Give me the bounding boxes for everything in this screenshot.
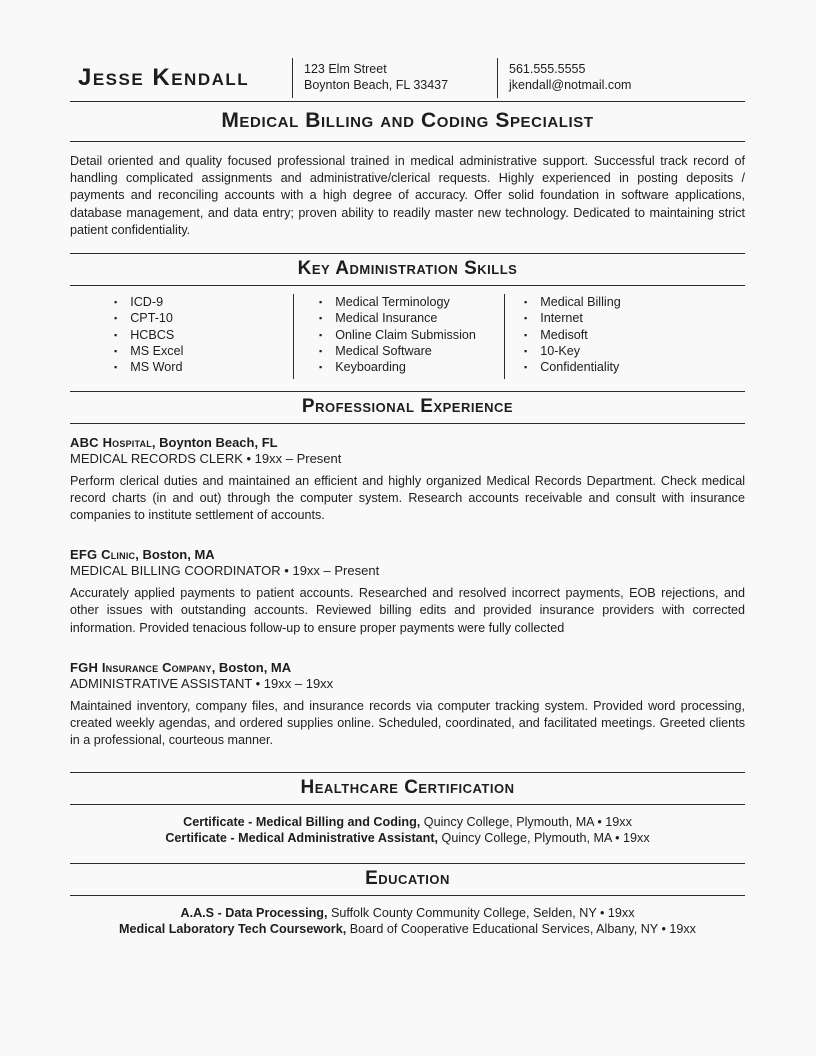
bullet-icon: ▪: [114, 297, 118, 308]
certification-name: Certificate - Medical Administrative Assistant,: [165, 831, 439, 846]
section-heading-experience: Professional Experience: [70, 391, 745, 424]
role-dates: MEDICAL BILLING COORDINATOR • 19xx – Present: [70, 563, 380, 579]
skill-item: ▪ Medical Insurance: [319, 311, 438, 326]
bullet-icon: ▪: [524, 329, 528, 340]
role-description: Maintained inventory, company files, and insurance records via computer tracking system. Provided word processing, created weekly agendas, and ordered supplies online. Scheduled, coordinated, and facilitated meetings. Greeted clients in a professional, courteous manner.: [70, 698, 745, 748]
education-detail: Suffolk County Community College, Selden, NY • 19xx: [327, 906, 635, 921]
summary-paragraph: Detail oriented and quality focused professional trained in medical administrative support. Successful track record of handling complicated assignments and administrative/clerical requests. Highly experienced in posting deposits / payments and reconciling accounts with a high degree of accuracy. Offer solid foundation in software applications, database management, and data entry; proven ability to readily master new technology. Dedicated to maintaining strict patient confidentiality.: [70, 154, 745, 237]
skill-item: ▪ Medical Billing: [524, 295, 621, 310]
skill-item: ▪ CPT-10: [114, 311, 173, 326]
bullet-icon: ▪: [319, 297, 323, 308]
section-heading-skills: Key Administration Skills: [70, 253, 745, 286]
company-location: , Boston, MA: [211, 659, 292, 675]
company-line: [70, 435, 745, 450]
skill-item: ▪ Medisoft: [524, 327, 588, 342]
person-name: Jesse Kendall: [78, 64, 250, 91]
education-item: [70, 921, 745, 937]
email-address: jkendall@notmail.com: [509, 78, 632, 92]
role-description: Accurately applied payments to patient accounts. Researched and resolved incorrect payments, EOB rejections, and other issues with outstanding accounts. Reviewed billing edits and provided insurance providers with corrected information. Provided tenacious follow-up to ensure proper payments were fully collected: [70, 586, 745, 635]
experience-entry: [70, 660, 745, 750]
experience-entry: [70, 547, 745, 637]
resume-title: Medical Billing and Coding Specialist: [221, 109, 594, 132]
bullet-icon: ▪: [319, 362, 323, 373]
certification-list: [70, 814, 745, 846]
skill-item: ▪ Online Claim Submission: [319, 327, 476, 342]
skill-item: ▪ HCBCS: [114, 327, 175, 342]
section-heading-education: Education: [70, 863, 745, 896]
experience-entry: [70, 435, 745, 525]
bullet-icon: ▪: [524, 297, 528, 308]
skill-item: ▪ Medical Terminology: [319, 295, 450, 310]
skill-item: ▪ Keyboarding: [319, 360, 406, 375]
education-detail: Board of Cooperative Educational Services, Albany, NY • 19xx: [346, 922, 696, 937]
education-degree: Medical Laboratory Tech Coursework,: [119, 922, 347, 937]
skills-column-1: [70, 294, 293, 378]
section-heading-certification: Healthcare Certification: [70, 772, 745, 805]
bullet-icon: ▪: [524, 345, 528, 356]
bullet-icon: ▪: [114, 313, 118, 324]
company-line: [70, 660, 745, 675]
company-line: [70, 547, 745, 562]
header-contact-block: [70, 58, 745, 98]
role-description: Perform clerical duties and maintained an efficient and highly organized Medical Records Department. Check medical record charts (in and out) through the computer system. Research accounts receivable and consult with insurance companies to institute settlement of accounts.: [70, 473, 745, 522]
company-location: , Boston, MA: [135, 547, 215, 563]
certification-item: [70, 830, 745, 846]
skill-item: ▪ ICD-9: [114, 295, 164, 310]
role-dates: ADMINISTRATIVE ASSISTANT • 19xx – 19xx: [70, 675, 334, 691]
address-line-2: Boynton Beach, FL 33437: [304, 78, 449, 92]
certification-detail: Quincy College, Plymouth, MA • 19xx: [420, 815, 632, 830]
address-block: [292, 58, 497, 98]
company-name: FGH Insurance Company: [70, 659, 212, 675]
skill-item: ▪ Confidentiality: [524, 360, 620, 375]
education-item: [70, 905, 745, 921]
experience-section: [70, 435, 745, 750]
title-divider: [70, 141, 745, 142]
skill-item: ▪ Medical Software: [319, 343, 432, 358]
skill-item: ▪ MS Word: [114, 360, 183, 375]
skill-item: ▪ MS Excel: [114, 343, 184, 358]
company-name: EFG Clinic: [70, 547, 136, 563]
address-line-1: 123 Elm Street: [304, 62, 387, 76]
bullet-icon: ▪: [114, 362, 118, 373]
bullet-icon: ▪: [524, 313, 528, 324]
bullet-icon: ▪: [319, 345, 323, 356]
bullet-icon: ▪: [319, 329, 323, 340]
certification-detail: Quincy College, Plymouth, MA • 19xx: [438, 831, 650, 846]
contact-block: [497, 58, 745, 98]
skill-item: ▪ Internet: [524, 311, 583, 326]
bullet-icon: ▪: [524, 362, 528, 373]
education-degree: A.A.S - Data Processing,: [180, 906, 328, 921]
skill-item: ▪ 10-Key: [524, 343, 581, 358]
education-list: [70, 905, 745, 937]
role-dates: MEDICAL RECORDS CLERK • 19xx – Present: [70, 450, 342, 466]
company-name: ABC Hospital: [70, 434, 152, 450]
certification-item: [70, 814, 745, 830]
bullet-icon: ▪: [114, 329, 118, 340]
skills-column-3: [504, 294, 745, 378]
bullet-icon: ▪: [114, 345, 118, 356]
phone-number: 561.555.5555: [509, 62, 586, 76]
skills-grid: [70, 294, 745, 378]
bullet-icon: ▪: [319, 313, 323, 324]
name-cell: [70, 58, 292, 98]
skills-column-2: [293, 294, 504, 378]
company-location: , Boynton Beach, FL: [151, 434, 278, 450]
certification-name: Certificate - Medical Billing and Coding,: [183, 815, 421, 830]
